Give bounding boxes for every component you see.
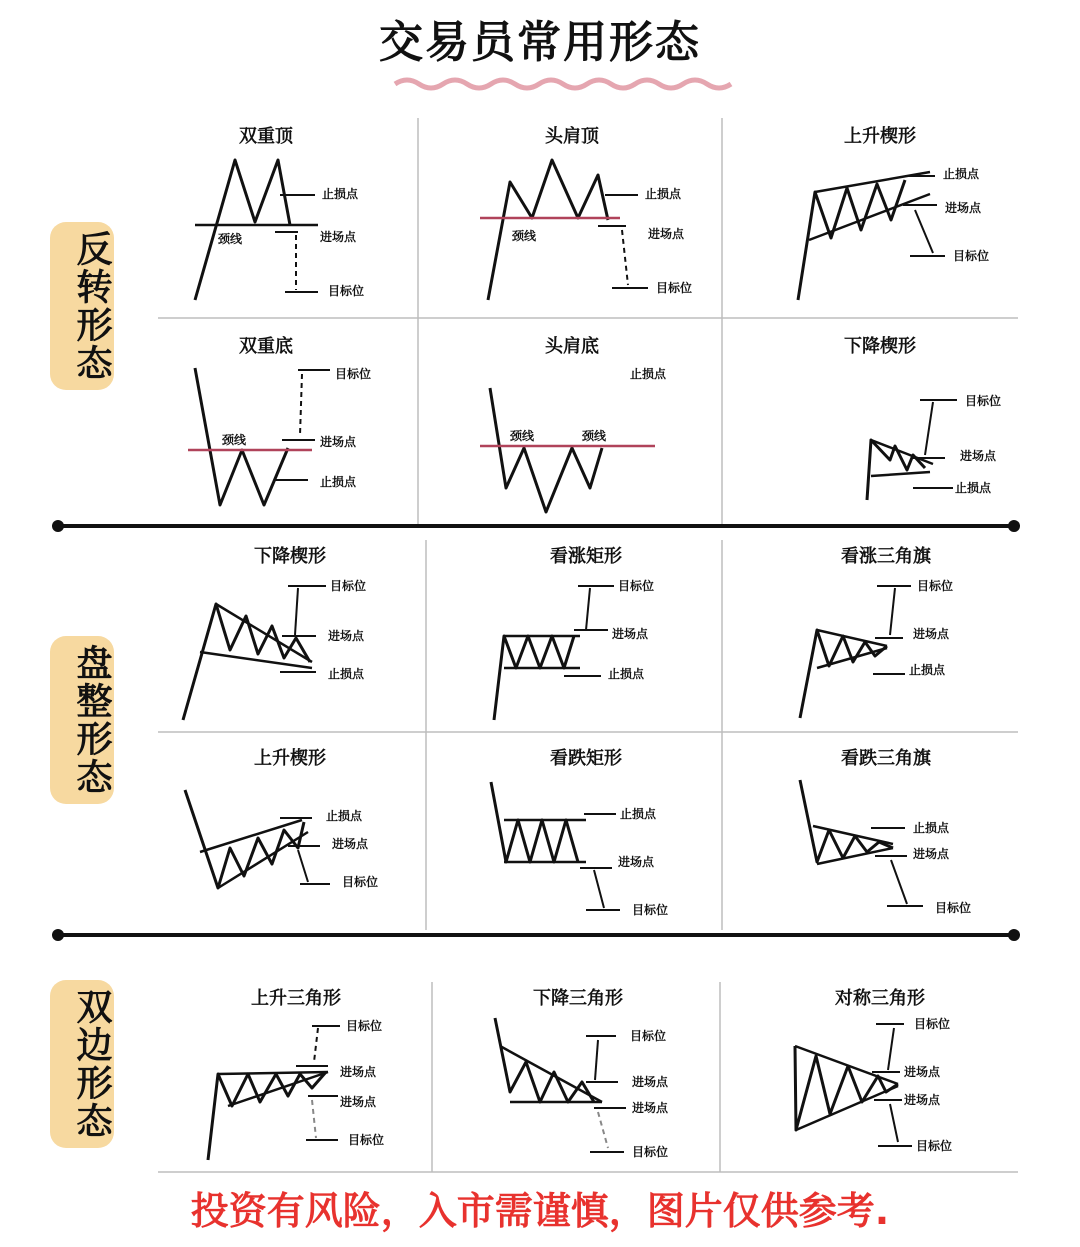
page-title: 交易员常用形态	[379, 17, 701, 68]
separator-dot	[1008, 520, 1020, 532]
target-projection	[915, 210, 933, 253]
level-label: 止损点	[909, 663, 946, 677]
level-label: 止损点	[630, 367, 667, 381]
price-line	[195, 160, 290, 300]
lower-trendline	[218, 832, 308, 888]
level-label: 颈线	[222, 433, 247, 447]
level-label: 目标位	[618, 579, 655, 593]
level-label: 颈线	[510, 429, 535, 443]
pattern-6	[867, 393, 1001, 500]
target-projection	[598, 1112, 608, 1148]
pattern-title: 双重顶	[239, 126, 293, 147]
price-line	[208, 1072, 326, 1160]
level-label: 目标位	[630, 1029, 667, 1043]
pattern-title: 看跌矩形	[550, 748, 622, 769]
upper-trendline	[200, 820, 302, 852]
target-projection	[312, 1100, 316, 1138]
price-line	[798, 180, 905, 300]
pattern-10	[185, 790, 378, 889]
target-projection	[314, 1028, 318, 1062]
pattern-title: 对称三角形	[835, 988, 925, 1009]
upper-trendline	[216, 604, 312, 662]
level-label: 止损点	[913, 821, 950, 835]
pattern-title: 头肩底	[545, 336, 599, 357]
level-label: 目标位	[916, 1139, 953, 1153]
level-label: 进场点	[648, 227, 685, 241]
separator-dot	[52, 520, 64, 532]
level-label: 进场点	[632, 1075, 669, 1089]
level-label: 目标位	[335, 367, 372, 381]
lower-trendline	[809, 194, 930, 240]
level-label: 目标位	[632, 903, 669, 917]
level-label: 目标位	[346, 1019, 383, 1033]
resistance-line	[500, 1046, 602, 1102]
level-label: 止损点	[955, 481, 992, 495]
pattern-title: 看涨矩形	[550, 546, 622, 567]
pattern-title: 双重底	[239, 336, 293, 357]
level-label: 进场点	[904, 1093, 941, 1107]
pattern-title: 看跌三角旗	[841, 748, 931, 769]
price-line	[490, 388, 602, 512]
pattern-12	[800, 780, 971, 915]
price-line	[488, 160, 608, 300]
section-label-bilateral: 双边形态	[50, 980, 114, 1148]
price-line	[795, 1046, 898, 1130]
pattern-7	[183, 578, 366, 720]
target-projection	[586, 588, 590, 630]
target-projection	[891, 860, 907, 904]
level-label: 进场点	[632, 1101, 669, 1115]
level-label: 目标位	[342, 875, 379, 889]
level-label: 进场点	[913, 847, 950, 861]
level-label: 止损点	[608, 667, 645, 681]
level-label: 目标位	[917, 579, 954, 593]
level-label: 止损点	[320, 475, 357, 489]
target-projection	[295, 588, 298, 635]
level-label: 目标位	[348, 1133, 385, 1147]
target-projection	[890, 1104, 898, 1142]
target-projection	[925, 402, 933, 455]
price-line	[491, 782, 578, 862]
level-label: 颈线	[512, 229, 537, 243]
level-label: 进场点	[320, 230, 357, 244]
level-label: 进场点	[332, 837, 369, 851]
pattern-13	[208, 1018, 384, 1160]
level-label: 止损点	[620, 807, 657, 821]
lower-trendline	[200, 652, 312, 668]
pattern-title: 下降三角形	[533, 988, 623, 1009]
level-label: 止损点	[328, 667, 365, 681]
resistance-line	[218, 1072, 328, 1074]
pattern-3	[798, 166, 989, 300]
level-label: 目标位	[330, 579, 367, 593]
level-label: 止损点	[322, 187, 359, 201]
pattern-15	[795, 1016, 952, 1153]
level-label: 目标位	[965, 394, 1002, 408]
pattern-title: 头肩顶	[545, 126, 599, 147]
level-label: 颈线	[218, 232, 243, 246]
target-projection	[594, 870, 604, 908]
section-label-reversal: 反转形态	[50, 222, 114, 390]
target-projection	[300, 374, 302, 435]
level-label: 目标位	[656, 281, 693, 295]
pattern-1	[195, 160, 364, 300]
level-label: 进场点	[328, 629, 365, 643]
pattern-title: 上升楔形	[254, 748, 326, 769]
target-projection	[595, 1040, 598, 1080]
pattern-title: 上升三角形	[251, 988, 341, 1009]
title-underline	[395, 80, 731, 88]
level-label: 目标位	[953, 249, 990, 263]
target-projection	[298, 850, 308, 882]
level-label: 进场点	[960, 449, 997, 463]
pattern-5	[480, 366, 667, 512]
level-label: 目标位	[935, 901, 972, 915]
separator-dot	[1008, 929, 1020, 941]
pattern-2	[480, 160, 692, 300]
level-label: 止损点	[326, 809, 363, 823]
target-projection	[622, 230, 628, 285]
pattern-title: 下降楔形	[254, 546, 326, 567]
level-label: 目标位	[632, 1145, 669, 1159]
risk-disclaimer: 投资有风险，入市需谨慎，图片仅供参考.	[190, 1189, 890, 1233]
pattern-8	[494, 578, 654, 720]
target-projection	[890, 588, 895, 635]
pattern-11	[491, 782, 668, 917]
level-label: 进场点	[340, 1065, 377, 1079]
lower-trendline	[796, 1086, 898, 1130]
level-label: 颈线	[582, 429, 607, 443]
level-label: 进场点	[904, 1065, 941, 1079]
pattern-9	[800, 578, 953, 718]
level-label: 进场点	[320, 435, 357, 449]
level-label: 目标位	[328, 284, 365, 298]
pattern-title: 上升楔形	[844, 126, 916, 147]
level-label: 进场点	[945, 201, 982, 215]
level-label: 进场点	[913, 627, 950, 641]
level-label: 进场点	[340, 1095, 377, 1109]
pattern-title: 下降楔形	[844, 336, 916, 357]
level-label: 进场点	[618, 855, 655, 869]
level-label: 止损点	[645, 187, 682, 201]
pattern-14	[495, 1018, 669, 1159]
section-label-consolidation: 盘整形态	[50, 636, 114, 804]
level-label: 进场点	[612, 627, 649, 641]
target-projection	[888, 1028, 894, 1070]
level-label: 止损点	[943, 167, 980, 181]
pattern-title: 看涨三角旗	[841, 546, 931, 567]
separator-dot	[52, 929, 64, 941]
pattern-4	[188, 366, 371, 505]
level-label: 目标位	[914, 1017, 951, 1031]
lower-trendline	[871, 472, 930, 476]
price-line	[494, 636, 574, 720]
